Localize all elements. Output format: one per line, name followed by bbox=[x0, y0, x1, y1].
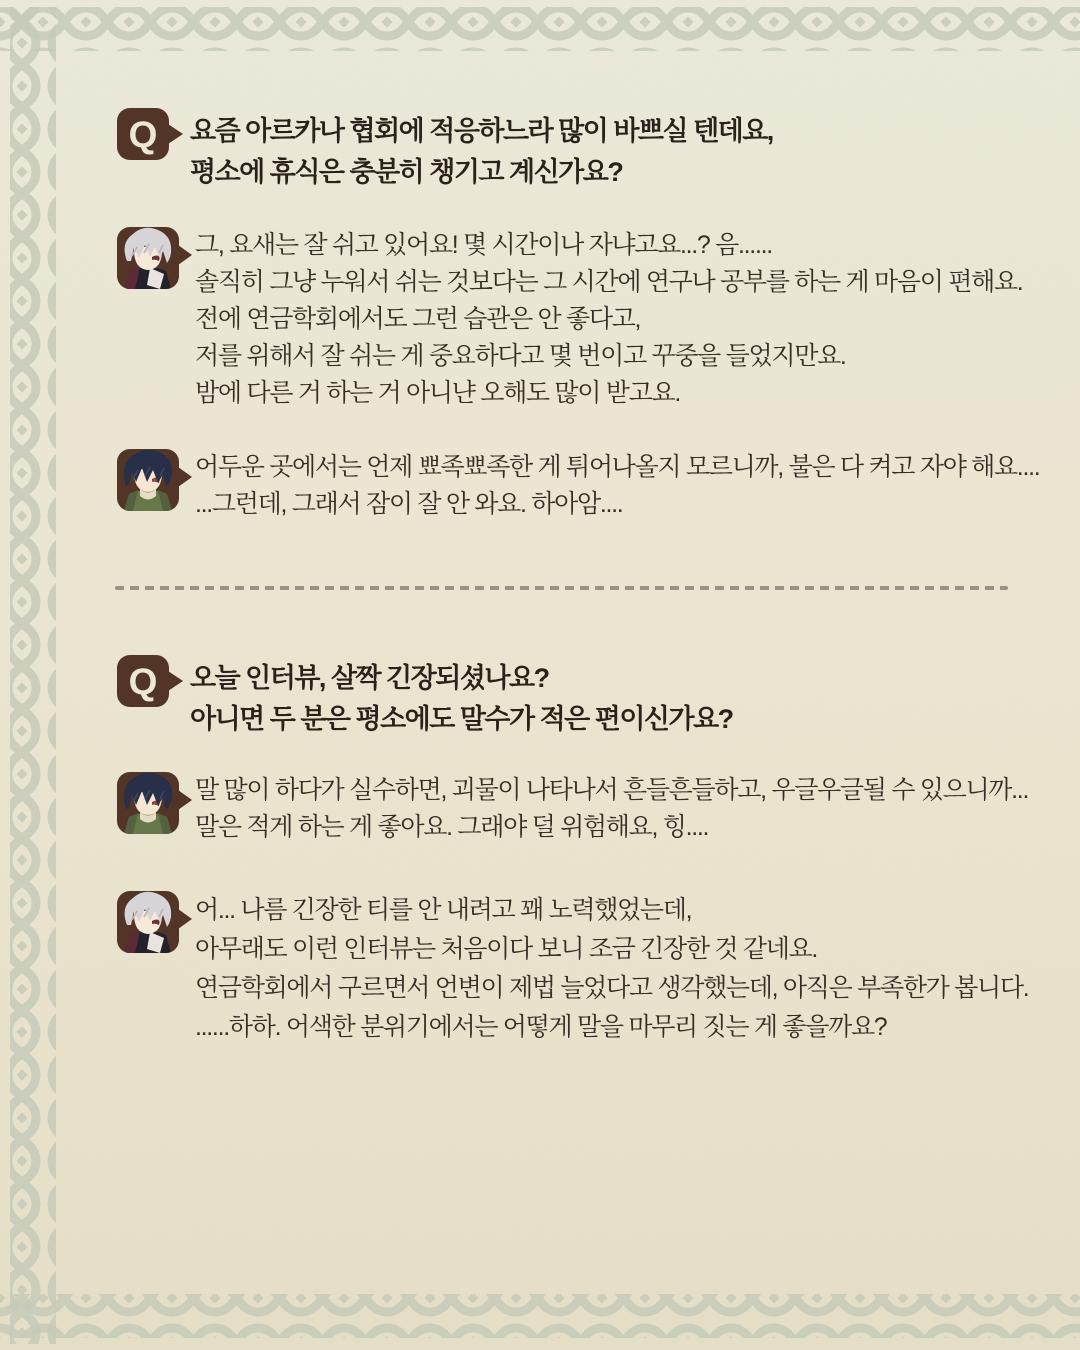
answer-line: 어두운 곳에서는 언제 뾰족뾰족한 게 튀어나올지 모르니까, 불은 다 켜고 자야 해요.... bbox=[195, 453, 1040, 481]
question-line: 오늘 인터뷰, 살짝 긴장되셨나요? bbox=[190, 663, 549, 693]
answer-4 bbox=[117, 891, 1028, 1047]
answer-3-text bbox=[195, 772, 1028, 846]
answer-line: 밤에 다른 거 하는 거 아니냔 오해도 많이 받고요. bbox=[195, 379, 680, 407]
answer-line: 저를 위해서 잘 쉬는 게 중요하다고 몇 번이고 꾸중을 들었지만요. bbox=[195, 342, 846, 370]
question-1-text bbox=[190, 108, 773, 193]
answer-1-text bbox=[195, 227, 1022, 412]
q-badge-icon bbox=[117, 108, 185, 160]
answer-line: 말은 적게 하는 게 좋아요. 그래야 덜 위험해요, 힝.... bbox=[195, 813, 709, 841]
answer-2-text bbox=[195, 449, 1039, 523]
answer-line: 말 많이 하다가 실수하면, 괴물이 나타나서 흔들흔들하고, 우글우글될 수 있으니까... bbox=[195, 776, 1029, 804]
answer-line: 아무래도 이런 인터뷰는 처음이다 보니 조금 긴장한 것 같네요. bbox=[195, 935, 818, 963]
question-2-text bbox=[190, 655, 733, 740]
answer-line: 어... 나름 긴장한 티를 안 내려고 꽤 노력했었는데, bbox=[195, 896, 692, 924]
answer-line: 연금학회에서 구르면서 언변이 제법 늘었다고 생각했는데, 아직은 부족한가 봅니다. bbox=[195, 974, 1029, 1002]
silver-haired-avatar-icon bbox=[117, 891, 195, 953]
answer-2 bbox=[117, 449, 1039, 523]
question-line: 아니면 두 분은 평소에도 말수가 적은 편이신가요? bbox=[190, 704, 733, 734]
answer-3 bbox=[117, 772, 1028, 846]
q-badge-icon bbox=[117, 655, 185, 707]
answer-line: ......하하. 어색한 분위기에서는 어떻게 말을 마무리 짓는 게 좋을까요? bbox=[195, 1013, 887, 1041]
question-line: 평소에 휴식은 충분히 챙기고 계신가요? bbox=[190, 157, 623, 187]
answer-line: 그, 요새는 잘 쉬고 있어요! 몇 시간이나 자냐고요...? 음...... bbox=[195, 231, 772, 259]
dark-haired-avatar-icon bbox=[117, 772, 195, 834]
dark-haired-avatar-icon bbox=[117, 449, 195, 511]
question-1 bbox=[117, 108, 773, 193]
question-line: 요즘 아르카나 협회에 적응하느라 많이 바쁘실 텐데요, bbox=[190, 116, 773, 146]
answer-line: ...그런데, 그래서 잠이 잘 안 와요. 하아암.... bbox=[195, 490, 623, 518]
answer-line: 전에 연금학회에서도 그런 습관은 안 좋다고, bbox=[195, 305, 641, 333]
answer-4-text bbox=[195, 891, 1028, 1047]
section-divider bbox=[115, 586, 1008, 590]
question-2 bbox=[117, 655, 733, 740]
silver-haired-avatar-icon bbox=[117, 227, 195, 289]
answer-1 bbox=[117, 227, 1022, 412]
answer-line: 솔직히 그냥 누워서 쉬는 것보다는 그 시간에 연구나 공부를 하는 게 마음이 편해요. bbox=[195, 268, 1023, 296]
